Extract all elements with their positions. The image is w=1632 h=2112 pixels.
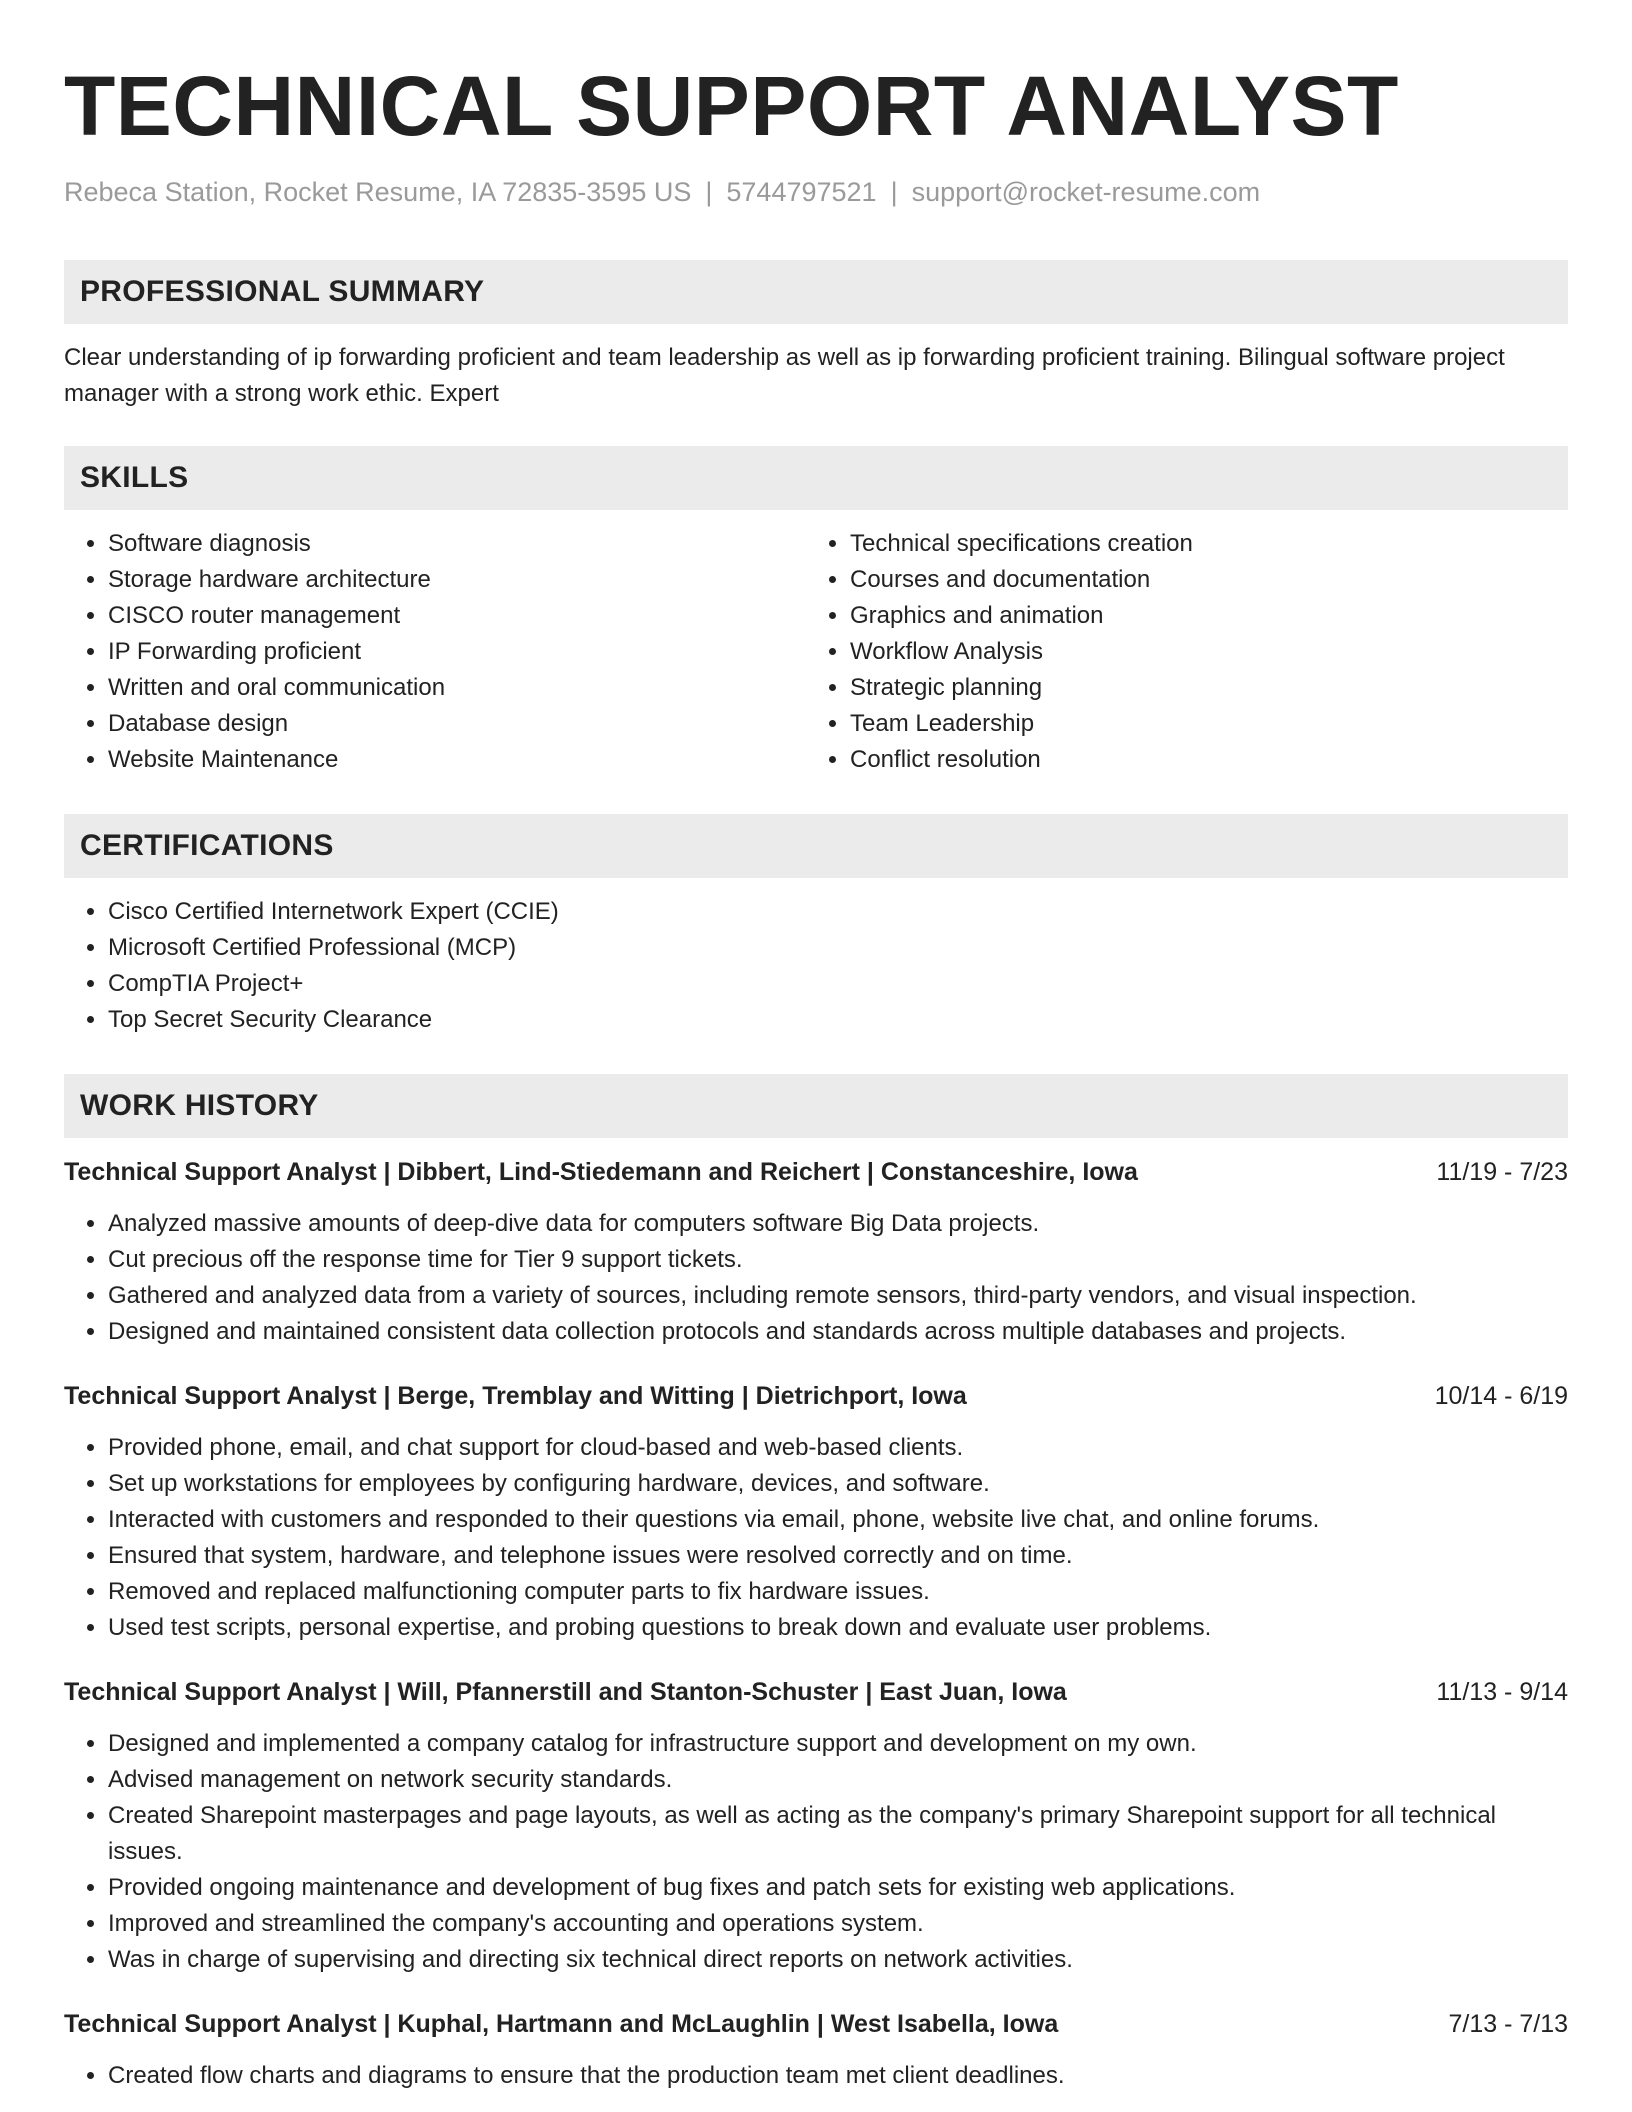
job-bullet: • Provided phone, email, and chat support for cloud-based and web-based clients.	[108, 1430, 1568, 1466]
skills-grid	[64, 526, 1568, 778]
job-entry	[64, 1674, 1568, 1978]
section-work-history	[64, 1074, 1568, 2094]
skills-list-left	[64, 526, 806, 778]
section-certifications	[64, 814, 1568, 1038]
contact-email[interactable]: support@rocket-resume.com	[911, 177, 1261, 207]
job-bullet: • Used test scripts, personal expertise, and probing questions to break down and evaluate user problems.	[108, 1610, 1568, 1646]
skill-item: • CISCO router management	[108, 598, 806, 634]
certifications-list	[64, 894, 1568, 1038]
skill-item: • IP Forwarding proficient	[108, 634, 806, 670]
skill-item: • Graphics and animation	[850, 598, 1568, 634]
skill-item: • Website Maintenance	[108, 742, 806, 778]
skill-item: • Storage hardware architecture	[108, 562, 806, 598]
job-bullet: • Created Sharepoint masterpages and page layouts, as well as acting as the company's primary Sharepoint support for all technical issues.	[108, 1798, 1568, 1870]
certification-item: • CompTIA Project+	[108, 966, 1568, 1002]
job-entry	[64, 1154, 1568, 1350]
job-heading-row	[64, 1674, 1568, 1710]
job-bullets	[64, 1430, 1568, 1646]
resume-title: TECHNICAL SUPPORT ANALYST	[64, 59, 1399, 153]
job-dates: 7/13 - 7/13	[1448, 2010, 1568, 2038]
skill-item: • Strategic planning	[850, 670, 1568, 706]
job-bullets	[64, 1206, 1568, 1350]
contact-line	[64, 174, 1568, 210]
job-dates: 10/14 - 6/19	[1434, 1382, 1568, 1410]
job-heading: Technical Support Analyst | Dibbert, Lind-Stiedemann and Reichert | Constanceshire, Iowa	[64, 1158, 1138, 1186]
job-bullet: • Set up workstations for employees by configuring hardware, devices, and software.	[108, 1466, 1568, 1502]
job-entry	[64, 1378, 1568, 1646]
job-bullets	[64, 2058, 1568, 2094]
section-skills	[64, 446, 1568, 778]
job-heading-row	[64, 1154, 1568, 1190]
job-bullet: • Designed and implemented a company catalog for infrastructure support and development on my own.	[108, 1726, 1568, 1762]
job-bullets	[64, 1726, 1568, 1978]
job-bullet: • Designed and maintained consistent data collection protocols and standards across multiple databases and projects.	[108, 1314, 1568, 1350]
skills-list-right	[806, 526, 1568, 778]
job-bullet: • Analyzed massive amounts of deep-dive data for computers software Big Data projects.	[108, 1206, 1568, 1242]
job-bullet: • Gathered and analyzed data from a variety of sources, including remote sensors, third-party vendors, and visual inspection.	[108, 1278, 1568, 1314]
job-heading: Technical Support Analyst | Kuphal, Hartmann and McLaughlin | West Isabella, Iowa	[64, 2010, 1059, 2038]
job-bullet: • Advised management on network security standards.	[108, 1762, 1568, 1798]
skill-item: • Technical specifications creation	[850, 526, 1568, 562]
job-entry	[64, 2006, 1568, 2094]
job-bullet: • Interacted with customers and responded to their questions via email, phone, website live chat, and online forums.	[108, 1502, 1568, 1538]
certification-item: • Microsoft Certified Professional (MCP)	[108, 930, 1568, 966]
job-bullet: • Was in charge of supervising and directing six technical direct reports on network activities.	[108, 1942, 1568, 1978]
section-header-certifications: CERTIFICATIONS	[64, 814, 1568, 878]
job-heading-row	[64, 1378, 1568, 1414]
contact-phone[interactable]: 5744797521	[726, 177, 877, 207]
contact-separator: |	[890, 177, 898, 207]
job-dates: 11/19 - 7/23	[1436, 1158, 1568, 1186]
contact-separator: |	[705, 177, 713, 207]
skill-item: • Database design	[108, 706, 806, 742]
skill-item: • Software diagnosis	[108, 526, 806, 562]
skill-item: • Workflow Analysis	[850, 634, 1568, 670]
job-bullet: • Cut precious off the response time for Tier 9 support tickets.	[108, 1242, 1568, 1278]
summary-text: Clear understanding of ip forwarding proficient and team leadership as well as ip forwarding proficient training. Bilingual software project manager with a strong work ethic. Expert	[64, 344, 1505, 407]
skill-item: • Conflict resolution	[850, 742, 1568, 778]
job-bullet: • Improved and streamlined the company's accounting and operations system.	[108, 1906, 1568, 1942]
section-professional-summary	[64, 260, 1568, 412]
job-heading: Technical Support Analyst | Berge, Tremblay and Witting | Dietrichport, Iowa	[64, 1382, 967, 1410]
section-header-skills: SKILLS	[64, 446, 1568, 510]
certification-item: • Top Secret Security Clearance	[108, 1002, 1568, 1038]
job-bullet: • Provided ongoing maintenance and development of bug fixes and patch sets for existing web applications.	[108, 1870, 1568, 1906]
section-header-work-history: WORK HISTORY	[64, 1074, 1568, 1138]
skill-item: • Courses and documentation	[850, 562, 1568, 598]
job-dates: 11/13 - 9/14	[1436, 1678, 1568, 1706]
job-heading: Technical Support Analyst | Will, Pfannerstill and Stanton-Schuster | East Juan, Iowa	[64, 1678, 1067, 1706]
section-header-summary: PROFESSIONAL SUMMARY	[64, 260, 1568, 324]
certification-item: • Cisco Certified Internetwork Expert (CCIE)	[108, 894, 1568, 930]
job-bullet: • Ensured that system, hardware, and telephone issues were resolved correctly and on time.	[108, 1538, 1568, 1574]
job-bullet: • Created flow charts and diagrams to ensure that the production team met client deadlines.	[108, 2058, 1568, 2094]
skill-item: • Written and oral communication	[108, 670, 806, 706]
job-heading-row	[64, 2006, 1568, 2042]
contact-address: Rebeca Station, Rocket Resume, IA 72835-3595 US	[64, 177, 692, 207]
job-bullet: • Removed and replaced malfunctioning computer parts to fix hardware issues.	[108, 1574, 1568, 1610]
skill-item: • Team Leadership	[850, 706, 1568, 742]
